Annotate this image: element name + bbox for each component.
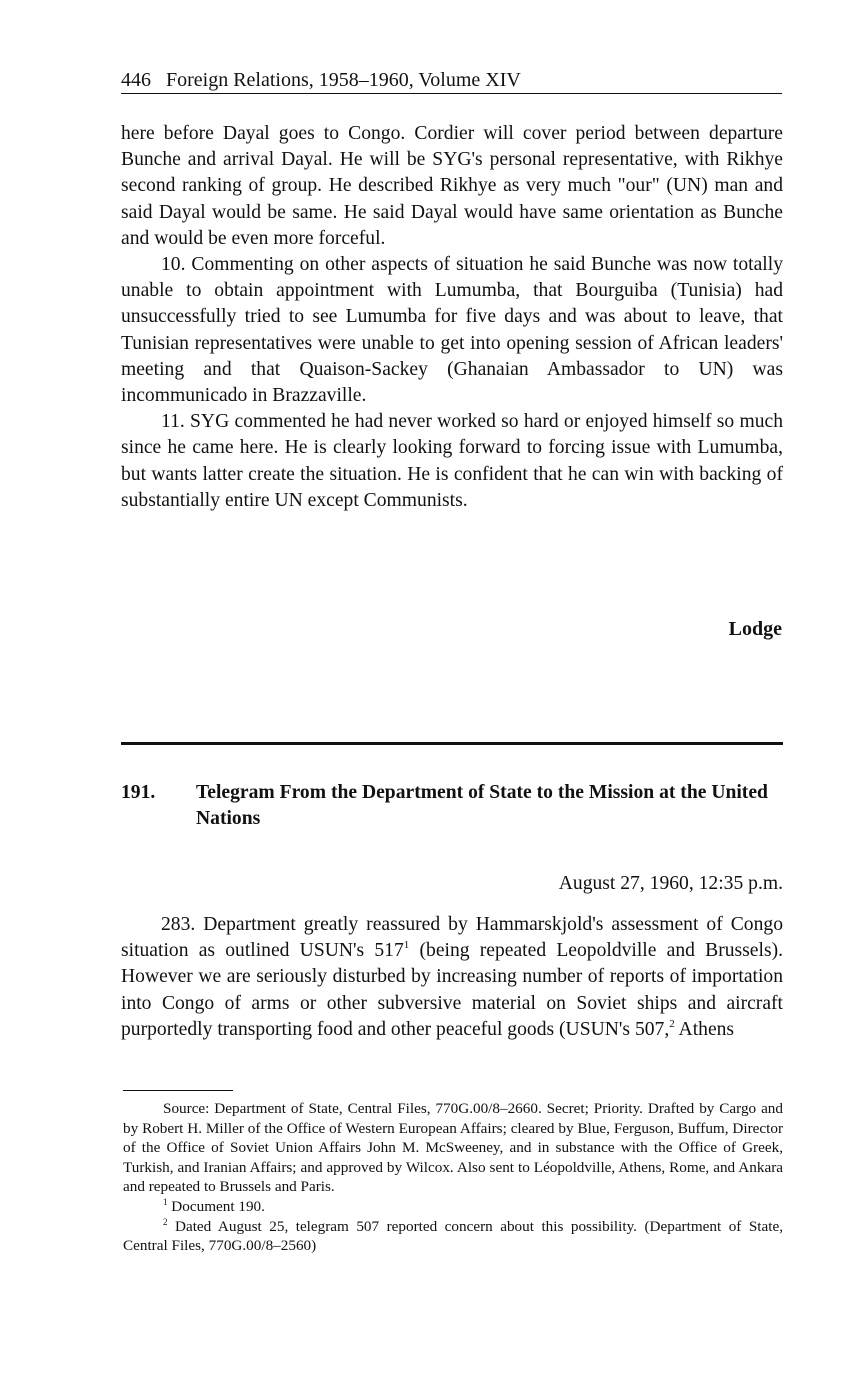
footnote-1 [123, 1197, 783, 1217]
continuation-paragraph: here before Dayal goes to Congo. Cordier will cover period between departure Bunche and arrival Dayal. He will be SYG's personal representative, with Rikhye second ranking of group. He described Rikhye as very much "our" (UN) man and said Dayal would be same. He said Dayal would have same orientation as Bunche and would be even more forceful. [121, 123, 783, 249]
paragraph-10: 10. Commenting on other aspects of situation he said Bunche was now totally unable to obtain appointment with Lumumba, that Bourguiba (Tunisia) had unsuccessfully tried to see Lumumba for five days and was about to leave, that Tunisian representatives were unable to get into opening session of African leaders' meeting and that Quaison-Sackey (Ghanaian Ambassador to UN) was incommunicado in Brazzaville. [121, 254, 783, 407]
footnote-1-text: Document 190. [167, 1197, 265, 1215]
document-body [121, 912, 783, 1043]
footnote-2-marker: 2 [163, 1216, 168, 1227]
body-text-part-3: Athens [674, 1018, 735, 1040]
running-head [121, 68, 782, 94]
body-text-part-1: 283. Department greatly reassured by Hammarskjold's assessment of Congo situation as outlined USUN's 517 [121, 914, 783, 962]
footnote-2 [123, 1217, 783, 1256]
footnote-ref-1: 1 [403, 939, 410, 952]
footnote-ref-2: 2 [669, 1017, 675, 1030]
paragraph-11: 11. SYG commented he had never worked so hard or enjoyed himself so much since he came here. He is clearly looking forward to forcing issue with Lumumba, but wants latter create the situation. He is confident that he can win with backing of substantially entire UN except Communists. [121, 411, 783, 511]
document-heading [121, 780, 783, 832]
footnote-1-marker: 1 [163, 1196, 168, 1207]
document-dateline: August 27, 1960, 12:35 p.m. [558, 873, 783, 894]
volume-title: Foreign Relations, 1958–1960, Volume XIV [166, 69, 521, 91]
footnote-2-text: Dated August 25, telegram 507 reported concern about this possibility. (Department of State, Central Files, 770G.00/8–2560) [123, 1217, 783, 1255]
footnotes [123, 1099, 783, 1256]
document-title: Telegram From the Department of State to the Mission at the United Nations [196, 782, 768, 829]
document-number: 191. [121, 782, 156, 803]
page-number: 446 [121, 69, 151, 91]
footnote-rule [123, 1090, 233, 1091]
source-note: Source: Department of State, Central Files, 770G.00/8–2660. Secret; Priority. Drafted by Cargo and by Robert H. Miller of the Office of Western European Affairs; cleared by Blue, Ferguson, Buffum, Director of the Office of Soviet Union Affairs John M. McSweeney, and in substance with the Office of Greek, Turkish, and Iranian Affairs; and approved by Wilcox. Also sent to Léopoldville, Athens, Rome, and Ankara and repeated to Brussels and Paris. [123, 1100, 783, 1196]
paragraph-283 [121, 912, 783, 1043]
previous-document-text [121, 121, 783, 514]
body-text-part-2: (being repeated Leopoldville and Brussels). However we are seriously disturbed by increasing number of reports of importation into Congo of arms or other subversive material on Soviet ships and aircraft purportedly transporting food and other peaceful goods (USUN's 507, [121, 940, 783, 1040]
document-divider [121, 742, 783, 745]
signature: Lodge [728, 618, 782, 640]
